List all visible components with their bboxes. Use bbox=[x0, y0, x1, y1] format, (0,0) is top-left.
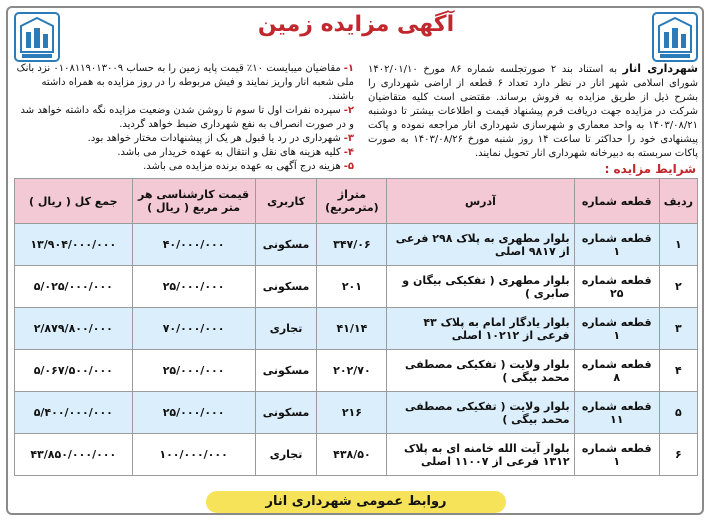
cell-unit-price: ۷۰/۰۰۰/۰۰۰ bbox=[132, 308, 255, 350]
cell-total: ۵/۰۲۵/۰۰۰/۰۰۰ bbox=[15, 266, 133, 308]
cell-unit-price: ۲۵/۰۰۰/۰۰۰ bbox=[132, 392, 255, 434]
col-header-address: آدرس bbox=[387, 179, 574, 224]
cell-lot: قطعه شماره ۱ bbox=[574, 434, 659, 476]
intro-text: به استناد بند ۲ صورتجلسه شماره ۸۶ مورخ ۱۴۰۲/۰۱/۱۰ شورای اسلامی شهر انار در نظر دارد تعداد ۶ قطعه از اراضی شهرداری را بشرح ذیل از طریق مزایده به فروش برساند. مقتضی است کلیه متقاضیان شرکت در مزایده جهت دریافت فرم پیشنهاد قیمت و اطلاعات بیشتر تا دوشنبه ۱۴۰۳/۰۸/۲۱ به واحد معماری و شهرسازی شهرداری انار مراجعه نموده و پاکت پیشنهادی خود را حداکثر تا ساعت ۱۴ روز شنبه مورخ ۱۴۰۳/۰۸/۲۶ به صورت پاکات سربسته به دبیرخانه شهرداری انار تحویل نمایند. bbox=[368, 64, 698, 159]
term-item bbox=[14, 104, 354, 132]
term-text: هزینه درج آگهی به عهده برنده مزایده می باشد. bbox=[143, 161, 341, 172]
cell-use: مسکونی bbox=[255, 392, 317, 434]
cell-row-number: ۳ bbox=[659, 308, 697, 350]
col-header-area: متراژ (مترمربع) bbox=[317, 179, 387, 224]
cell-area: ۳۴۷/۰۶ bbox=[317, 224, 387, 266]
cell-lot: قطعه شماره ۲۵ bbox=[574, 266, 659, 308]
footer-banner: روابط عمومی شهرداری انار bbox=[206, 491, 506, 513]
term-text: کلیه هزینه های نقل و انتقال به عهده خریدار می باشد. bbox=[117, 147, 341, 158]
cell-area: ۴۳۸/۵۰ bbox=[317, 434, 387, 476]
term-text: مقاضیان میبایست ۱۰٪ قیمت پایه زمین را به حساب ۰۱۰۸۱۱۹۰۱۳۰۰۹ نزد بانک ملی شعبه انار واریز نمایند و فیش مربوطه را در روز مزایده به همراه داشته باشند. bbox=[16, 63, 354, 102]
cell-lot: قطعه شماره ۱ bbox=[574, 224, 659, 266]
cell-total: ۵/۴۰۰/۰۰۰/۰۰۰ bbox=[15, 392, 133, 434]
col-header-unit-price: قیمت کارشناسی هر متر مربع ( ریال ) bbox=[132, 179, 255, 224]
term-number: ۲- bbox=[343, 105, 354, 116]
cell-address: بلوار ولایت ( تفکیکی مصطفی محمد بیگی ) bbox=[387, 350, 574, 392]
cell-area: ۴۱/۱۴ bbox=[317, 308, 387, 350]
term-number: ۱- bbox=[343, 63, 354, 74]
cell-row-number: ۱ bbox=[659, 224, 697, 266]
cell-total: ۴۳/۸۵۰/۰۰۰/۰۰۰ bbox=[15, 434, 133, 476]
cell-lot: قطعه شماره ۱۱ bbox=[574, 392, 659, 434]
cell-area: ۲۰۲/۷۰ bbox=[317, 350, 387, 392]
cell-total: ۵/۰۶۷/۵۰۰/۰۰۰ bbox=[15, 350, 133, 392]
cell-lot: قطعه شماره ۱ bbox=[574, 308, 659, 350]
conditions-label: شرایط مزایده : bbox=[604, 162, 696, 176]
table-header-row bbox=[15, 179, 698, 224]
term-item bbox=[14, 62, 354, 104]
cell-use: تجاری bbox=[255, 308, 317, 350]
cell-row-number: ۵ bbox=[659, 392, 697, 434]
cell-row-number: ۴ bbox=[659, 350, 697, 392]
table-row bbox=[15, 434, 698, 476]
cell-address: بلوار مطهری به پلاک ۲۹۸ فرعی از ۹۸۱۷ اصلی bbox=[387, 224, 574, 266]
page-title: آگهی مزایده زمین bbox=[257, 12, 455, 37]
table-row bbox=[15, 308, 698, 350]
term-number: ۴- bbox=[343, 147, 354, 158]
cell-address: بلوار آیت الله خامنه ای به پلاک ۱۳۱۲ فرعی از ۱۱۰۰۷ اصلی bbox=[387, 434, 574, 476]
cell-use: مسکونی bbox=[255, 266, 317, 308]
intro-paragraph bbox=[368, 62, 698, 161]
term-text: سپرده نفرات اول تا سوم تا روشن شدن وضعیت مزایده نگه داشته خواهد شد و در صورت انصراف به نفع شهرداری ضبط خواهد گردید. bbox=[20, 105, 354, 130]
term-number: ۵- bbox=[343, 161, 354, 172]
cell-total: ۱۳/۹۰۴/۰۰۰/۰۰۰ bbox=[15, 224, 133, 266]
term-item bbox=[14, 160, 354, 174]
col-header-total: جمع کل ( ریال ) bbox=[15, 179, 133, 224]
term-text: شهرداری در رد یا قبول هر یک از پیشنهادات مختار خواهد بود. bbox=[87, 133, 341, 144]
table-row bbox=[15, 224, 698, 266]
col-header-row-number: ردیف bbox=[659, 179, 697, 224]
cell-address: بلوار مطهری ( تفکیکی بیگان و صابری ) bbox=[387, 266, 574, 308]
cell-unit-price: ۱۰۰/۰۰۰/۰۰۰ bbox=[132, 434, 255, 476]
term-item bbox=[14, 132, 354, 146]
cell-unit-price: ۴۰/۰۰۰/۰۰۰ bbox=[132, 224, 255, 266]
table-row bbox=[15, 392, 698, 434]
cell-area: ۲۰۱ bbox=[317, 266, 387, 308]
table-row bbox=[15, 266, 698, 308]
col-header-lot: قطعه شماره bbox=[574, 179, 659, 224]
cell-use: مسکونی bbox=[255, 224, 317, 266]
cell-area: ۲۱۶ bbox=[317, 392, 387, 434]
cell-total: ۲/۸۷۹/۸۰۰/۰۰۰ bbox=[15, 308, 133, 350]
cell-address: بلوار ولایت ( تفکیکی مصطفی محمد بیگی ) bbox=[387, 392, 574, 434]
cell-address: بلوار یادگار امام به پلاک ۴۳ فرعی از ۱۰۲۱۲ اصلی bbox=[387, 308, 574, 350]
cell-lot: قطعه شماره ۸ bbox=[574, 350, 659, 392]
cell-use: تجاری bbox=[255, 434, 317, 476]
cell-row-number: ۲ bbox=[659, 266, 697, 308]
cell-unit-price: ۲۵/۰۰۰/۰۰۰ bbox=[132, 266, 255, 308]
table-row bbox=[15, 350, 698, 392]
terms-list bbox=[14, 62, 354, 174]
cell-use: مسکونی bbox=[255, 350, 317, 392]
term-number: ۳- bbox=[343, 133, 354, 144]
lots-table bbox=[14, 178, 698, 476]
col-header-use: کاربری bbox=[255, 179, 317, 224]
cell-unit-price: ۲۵/۰۰۰/۰۰۰ bbox=[132, 350, 255, 392]
term-item bbox=[14, 146, 354, 160]
intro-bold: شهرداری انار bbox=[622, 62, 698, 75]
cell-row-number: ۶ bbox=[659, 434, 697, 476]
